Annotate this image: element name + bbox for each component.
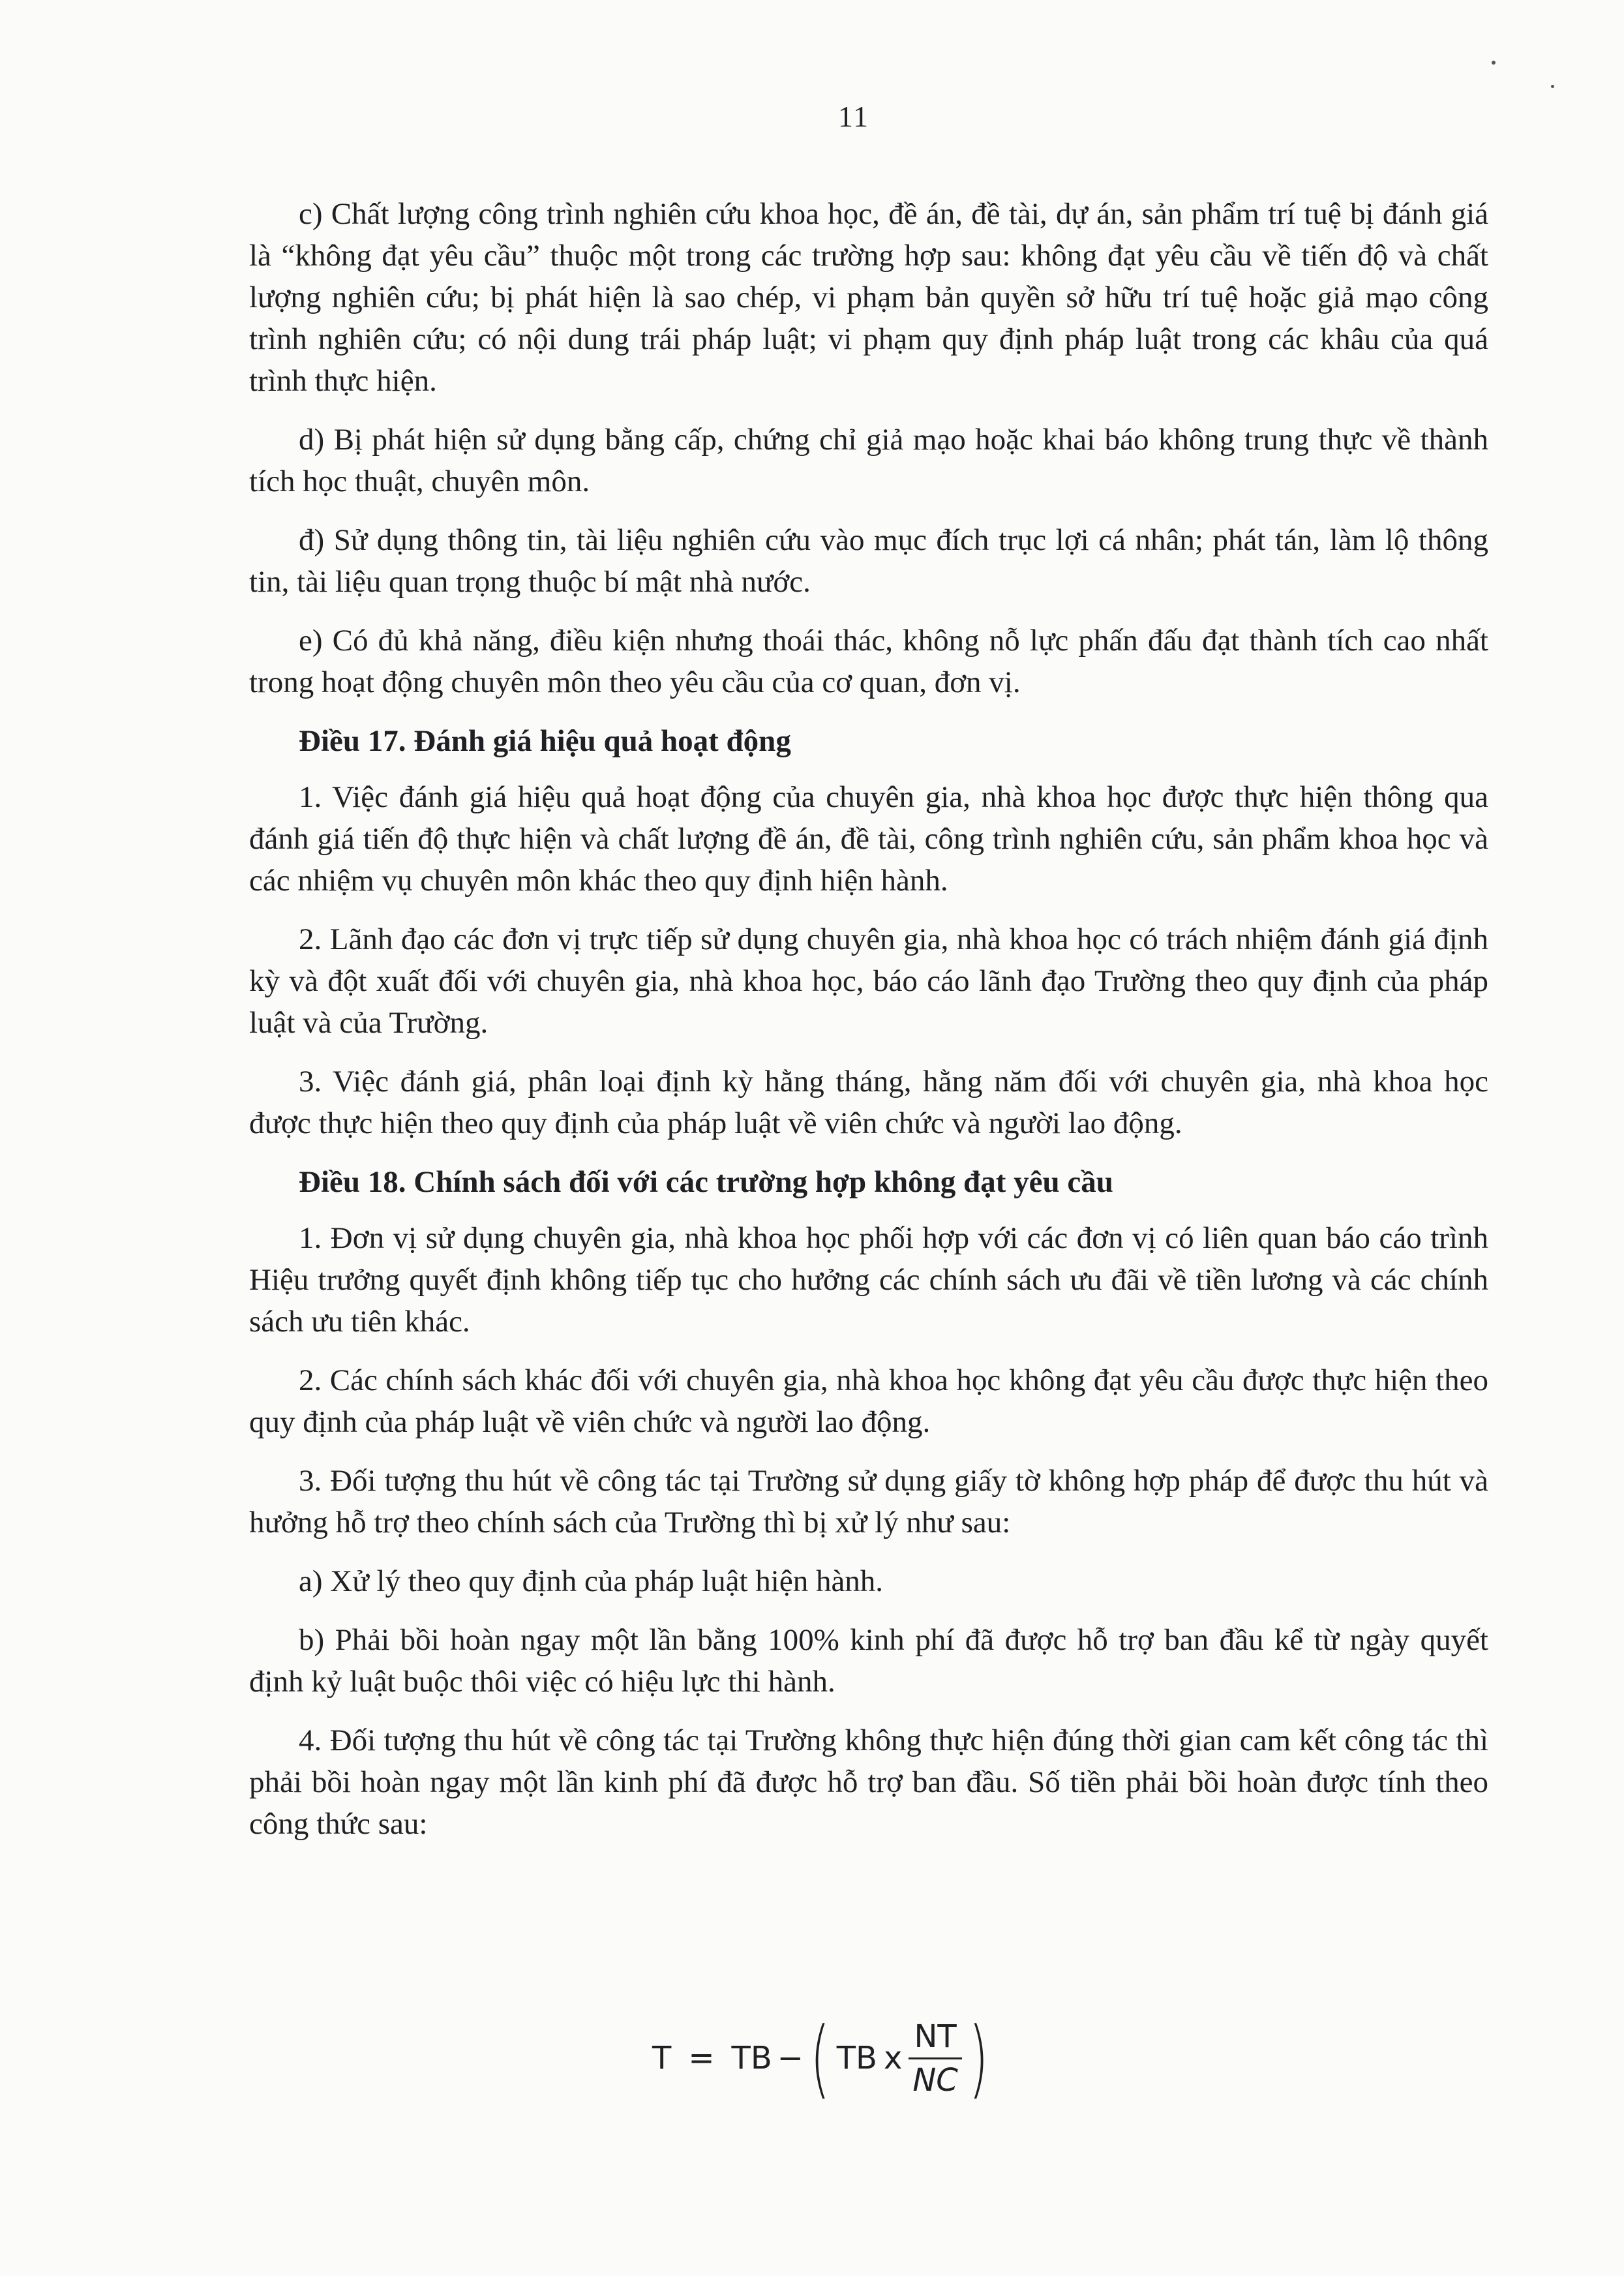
- formula-times: x: [883, 2040, 903, 2076]
- article-17-heading: Điều 17. Đánh giá hiệu quả hoạt động: [299, 724, 791, 758]
- paragraph-e: e) Có đủ khả năng, điều kiện nhưng thoái thác, không nỗ lực phấn đấu đạt thành tích cao nhất trong hoạt động chuyên môn theo yêu cầu của cơ quan, đơn vị.: [249, 624, 1488, 699]
- formula-open-paren: (: [810, 2009, 830, 2108]
- formula-denominator: NC: [912, 2061, 958, 2099]
- formula-tb-inner: TB: [836, 2040, 877, 2076]
- article-17-clause-3: 3. Việc đánh giá, phân loại định kỳ hằng tháng, hằng năm đối với chuyên gia, nhà khoa học được thực hiện theo quy định của pháp luật về viên chức và người lao động.: [249, 1065, 1488, 1140]
- article-18-clause-4: 4. Đối tượng thu hút về công tác tại Trường không thực hiện đúng thời gian cam kết công tác thì phải bồi hoàn ngay một lần kinh phí đã được hỗ trợ ban đầu. Số tiền phải bồi hoàn được tính theo công thức sau:: [249, 1723, 1488, 1841]
- article-18-clause-3b: b) Phải bồi hoàn ngay một lần bằng 100% kinh phí đã được hỗ trợ ban đầu kể từ ngày quyết định kỷ luật buộc thôi việc có hiệu lực thi hành.: [249, 1623, 1488, 1699]
- document-body: [249, 193, 1488, 1862]
- paragraph-dd: đ) Sử dụng thông tin, tài liệu nghiên cứu vào mục đích trục lợi cá nhân; phát tán, làm lộ thông tin, tài liệu quan trọng thuộc bí mật nhà nước.: [249, 523, 1488, 599]
- article-18-heading: Điều 18. Chính sách đối với các trường hợp không đạt yêu cầu: [299, 1165, 1113, 1199]
- article-17-clause-1: 1. Việc đánh giá hiệu quả hoạt động của chuyên gia, nhà khoa học được thực hiện thông qua đánh giá tiến độ thực hiện và chất lượng đề án, đề tài, công trình nghiên cứu, sản phẩm khoa học và các nhiệm vụ chuyên môn khác theo quy định hiện hành.: [249, 780, 1488, 898]
- article-18-clause-3: 3. Đối tượng thu hút về công tác tại Trường sử dụng giấy tờ không hợp pháp để được thu hút và hưởng hỗ trợ theo chính sách của Trường thì bị xử lý như sau:: [249, 1464, 1488, 1540]
- refund-formula: [652, 2009, 995, 2108]
- formula-lhs: T: [652, 2040, 672, 2076]
- article-18-clause-1: 1. Đơn vị sử dụng chuyên gia, nhà khoa học phối hợp với các đơn vị có liên quan báo cáo trình Hiệu trưởng quyết định không tiếp tục cho hưởng các chính sách ưu đãi về tiền lương và các chính sách ưu tiên khác.: [249, 1221, 1488, 1339]
- formula-minus: −: [777, 2040, 804, 2076]
- formula-numerator: NT: [914, 2018, 957, 2055]
- formula-fraction: [909, 2018, 961, 2099]
- paragraph-c: c) Chất lượng công trình nghiên cứu khoa học, đề án, đề tài, dự án, sản phẩm trí tuệ bị đánh giá là “không đạt yêu cầu” thuộc một trong các trường hợp sau: không đạt yêu cầu về tiến độ và chất lượng nghiên cứu; bị phát hiện là sao chép, vi phạm bản quyền sở hữu trí tuệ hoặc giả mạo công trình nghiên cứu; có nội dung trái pháp luật; vi phạm quy định pháp luật trong các khâu của quá trình thực hiện.: [249, 197, 1488, 398]
- formula-equals: =: [688, 2040, 715, 2076]
- article-17-clause-2: 2. Lãnh đạo các đơn vị trực tiếp sử dụng chuyên gia, nhà khoa học có trách nhiệm đánh giá định kỳ và đột xuất đối với chuyên gia, nhà khoa học, báo cáo lãnh đạo Trường theo quy định của pháp luật và của Trường.: [249, 922, 1488, 1040]
- page-number: 11: [837, 100, 870, 133]
- article-18-clause-2: 2. Các chính sách khác đối với chuyên gia, nhà khoa học không đạt yêu cầu được thực hiện theo quy định của pháp luật về viên chức và người lao động.: [249, 1363, 1488, 1439]
- paragraph-d: d) Bị phát hiện sử dụng bằng cấp, chứng chỉ giả mạo hoặc khai báo không trung thực về thành tích học thuật, chuyên môn.: [249, 423, 1488, 498]
- article-18-clause-3a: a) Xử lý theo quy định của pháp luật hiện hành.: [299, 1564, 884, 1598]
- formula-tb: TB: [731, 2040, 772, 2076]
- scan-speck: [1492, 61, 1496, 65]
- scan-speck: [1551, 85, 1554, 88]
- formula-close-paren: ): [968, 2009, 989, 2108]
